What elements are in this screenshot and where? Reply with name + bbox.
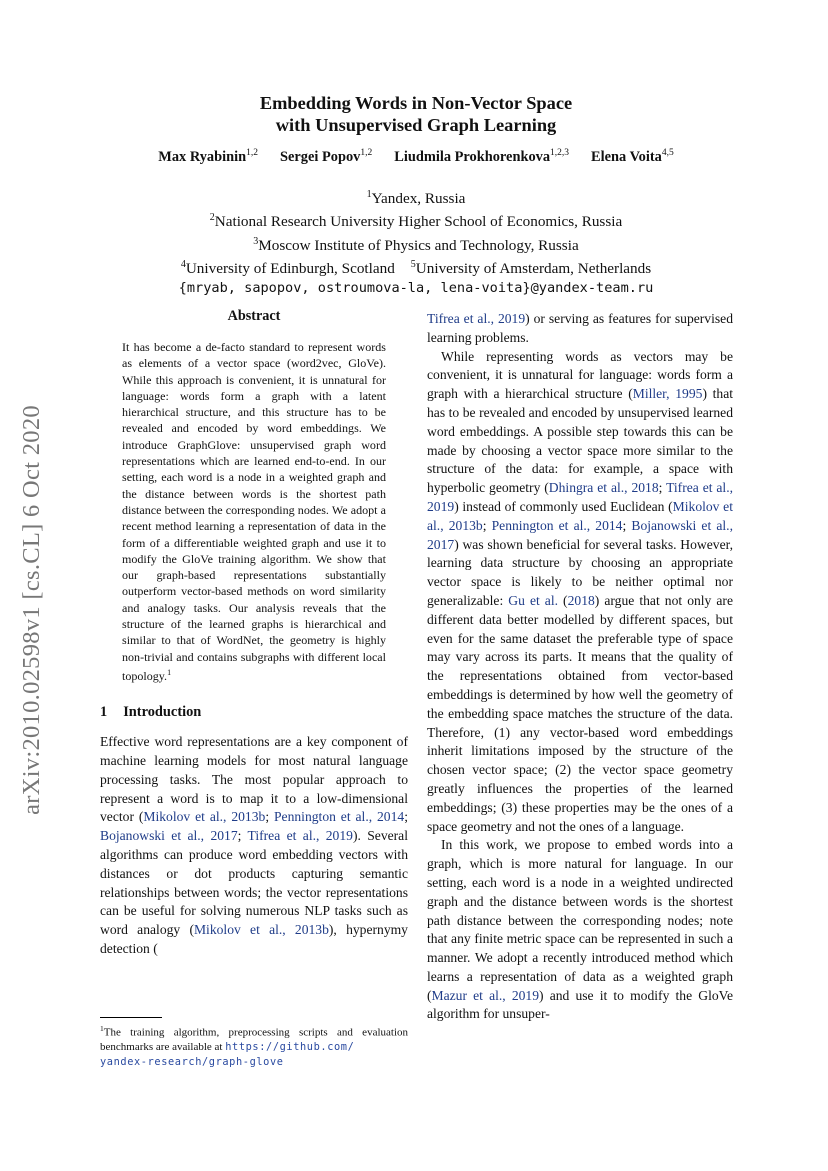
affiliation-mark: 4 bbox=[180, 259, 186, 271]
affiliation-mark: 2 bbox=[209, 212, 215, 224]
footnote-divider bbox=[100, 1017, 162, 1018]
text-run: In this work, we propose to embed words into a graph, which is more natural for language. In our setting, each word is a node in a weighted undirected graph and the distance between words is the shortest path distance between the corresponding nodes; note that any finite metric space can be represented in such a manner. We adopt a recently introduced method which learns a representation of data as a weighted graph ( bbox=[427, 837, 733, 1003]
affiliation-yandex: Yandex, Russia bbox=[371, 190, 466, 208]
left-column bbox=[100, 308, 408, 959]
text-run: ) that has to be revealed and encoded by unsupervised learned word embeddings. A possible step towards this can be made by choosing a vector space more similar to the structure of the data: for example, a space with hyperbolic geometry ( bbox=[427, 386, 734, 496]
text-run: While representing words as vectors may be convenient, it is unnatural for language: words form a graph with a hierarchical structure ( bbox=[427, 348, 733, 402]
author bbox=[158, 148, 258, 166]
right-column bbox=[427, 310, 733, 1024]
affiliation-mark: 3 bbox=[253, 235, 259, 247]
text-run: ) and use it to modify the GloVe algorithm for unsuper- bbox=[427, 987, 733, 1022]
title-line-1: Embedding Words in Non-Vector Space bbox=[259, 93, 573, 113]
citation-link[interactable]: Mikolov et al., 2013b bbox=[427, 498, 733, 533]
intro-paragraph-1-start bbox=[100, 733, 408, 959]
author-affiliation-mark: 4,5 bbox=[661, 148, 674, 158]
author-affiliation-mark: 1,2,3 bbox=[550, 148, 570, 158]
affiliation-hse: National Research University Higher School of Economics, Russia bbox=[214, 213, 623, 231]
author-name: Max Ryabinin bbox=[158, 148, 247, 165]
text-run: ; bbox=[658, 480, 667, 496]
citation-link[interactable]: Dhingra et al., 2018 bbox=[548, 480, 659, 496]
author-name: Sergei Popov bbox=[280, 148, 361, 165]
author-affiliation-mark: 1,2 bbox=[360, 148, 373, 158]
text-run: ; bbox=[622, 517, 632, 533]
author-name: Liudmila Prokhorenkova bbox=[394, 148, 551, 165]
citation-link[interactable]: 2018 bbox=[567, 592, 595, 608]
abstract-body bbox=[122, 339, 386, 684]
text-run: ) or serving as features for supervised learning problems. bbox=[427, 311, 733, 345]
arxiv-identifier-text: arXiv:2010.02598v1 [cs.CL] 6 Oct 2020 bbox=[18, 405, 45, 815]
citation-link[interactable]: Tifrea et al., 2019 bbox=[427, 480, 734, 514]
citation-link[interactable]: Bojanowski et al., 2017 bbox=[427, 517, 733, 552]
citation-link[interactable]: Miller, 1995 bbox=[632, 386, 703, 402]
text-run: ). Several algorithms can produce word embedding vectors with distances or dot products capturing semantic relationships between words; the vector representations can be useful for solving numerous NLP tasks such as word analogy ( bbox=[100, 828, 408, 938]
citation-link[interactable]: Pennington et al., 2014 bbox=[491, 517, 623, 533]
affiliation-edinburgh: University of Edinburgh, Scotland bbox=[185, 260, 395, 278]
title-line-2: with Unsupervised Graph Learning bbox=[275, 115, 557, 135]
author-name: Elena Voita bbox=[591, 148, 662, 165]
author-affiliation-mark: 1,2 bbox=[246, 148, 259, 158]
text-run: ; bbox=[265, 809, 274, 825]
footnote bbox=[100, 1022, 408, 1069]
text-run: ) was shown beneficial for several tasks. However, learning data structure by choosing an appropriate vector space is likely to be neither optimal nor generalizable: bbox=[427, 536, 733, 608]
text-run: ( bbox=[558, 592, 568, 608]
affiliation-line bbox=[100, 185, 732, 208]
intro-paragraph-3 bbox=[427, 836, 733, 1024]
text-run: ), hypernymy detection ( bbox=[100, 922, 408, 957]
affiliation-mark: 1 bbox=[366, 189, 372, 200]
section-heading-introduction bbox=[100, 704, 408, 721]
citation-link[interactable]: Tifrea et al., 2019 bbox=[427, 311, 526, 326]
repository-link-part-1[interactable]: https://github.com/ bbox=[225, 1041, 355, 1054]
text-run: ) argue that not only are different data better modelled by different spaces, but even for the same dataset the preferable type of space may vary across its parts. It means that the quality of the representations obtained from vector-based embeddings is determined by how well the geometry of the embedding space matches the structure of the data. Therefore, (1) any vector-based word embeddings inherit limitations imposed by the structure of the chosen vector space; (2) the vector space geometry greatly influences the properties of the learned embeddings; (3) these properties may be the ones of a space geometry and not the ones of a language. bbox=[427, 592, 733, 834]
author bbox=[394, 148, 569, 166]
author bbox=[591, 148, 674, 166]
footnote-text: The training algorithm, preprocessing scripts and evaluation benchmarks are available at bbox=[100, 1026, 408, 1054]
paper-title bbox=[100, 92, 732, 136]
text-run: Effective word representations are a key component of machine learning models for most natural language processing tasks. The most popular approach to represent a word is to map it to a low-dimensional vector ( bbox=[100, 734, 408, 825]
author bbox=[280, 148, 372, 166]
footnote-mark: 1 bbox=[100, 1024, 104, 1033]
intro-paragraph-1-continued bbox=[427, 310, 733, 348]
affiliation-line bbox=[100, 232, 732, 255]
affiliation-line bbox=[100, 255, 732, 278]
section-title: Introduction bbox=[123, 704, 202, 721]
citation-link[interactable]: Tifrea et al., 2019 bbox=[247, 828, 353, 844]
repository-link-part-2[interactable]: yandex-research/graph-glove bbox=[100, 1055, 284, 1068]
citation-link[interactable]: Pennington et al., 2014 bbox=[273, 809, 405, 825]
citation-link[interactable]: Mikolov et al., 2013b bbox=[193, 922, 329, 938]
citation-link[interactable]: Mikolov et al., 2013b bbox=[143, 809, 266, 825]
affiliation-line bbox=[100, 208, 732, 231]
citation-link[interactable]: Gu et al. bbox=[508, 592, 559, 608]
arxiv-identifier-stamp bbox=[14, 375, 50, 845]
text-run: ; bbox=[482, 517, 492, 533]
intro-paragraph-2 bbox=[427, 348, 733, 837]
affiliation-mipt: Moscow Institute of Physics and Technology, Russia bbox=[258, 237, 579, 254]
affiliation-mark: 5 bbox=[410, 259, 416, 271]
affiliation-amsterdam: University of Amsterdam, Netherlands bbox=[415, 260, 652, 278]
author-list bbox=[100, 148, 732, 166]
text-run: ; bbox=[404, 809, 408, 825]
text-run: ) instead of commonly used Euclidean ( bbox=[454, 498, 673, 514]
footnote-reference[interactable]: 1 bbox=[167, 667, 172, 677]
citation-link[interactable]: Mazur et al., 2019 bbox=[431, 987, 540, 1003]
abstract-text: It has become a de-facto standard to represent words as elements of a vector space (word2vec, GloVe). While this approach is convenient, it is unnatural for language: words form a graph with a latent hierarchical structure, and this structure has to be revealed and encoded by word embeddings. We introduce GraphGlove: unsupervised graph word representations which are learned end-to-end. In our setting, each word is a node in a weighted graph and the distance between words is the shortest path distance between the corresponding nodes. We adopt a recent method learning a representation of data in the form of a differentiable weighted graph and use it to modify the GloVe training algorithm. We show that our graph-based representations substantially outperform vector-based methods on word similarity and analogy tasks. Our analysis reveals that the structure of the learned graphs is hierarchical and similar to that of WordNet, the geometry is highly non-trivial and contains subgraphs with different local topology. bbox=[122, 340, 386, 683]
text-run: ; bbox=[237, 828, 248, 844]
abstract-heading: Abstract bbox=[227, 308, 281, 324]
author-emails: {mryab, sapopov, ostroumova-la, lena-voita}@yandex-team.ru bbox=[178, 279, 654, 296]
citation-link[interactable]: Bojanowski et al., 2017 bbox=[100, 828, 238, 844]
section-number: 1 bbox=[100, 704, 108, 721]
affiliations bbox=[100, 185, 732, 298]
